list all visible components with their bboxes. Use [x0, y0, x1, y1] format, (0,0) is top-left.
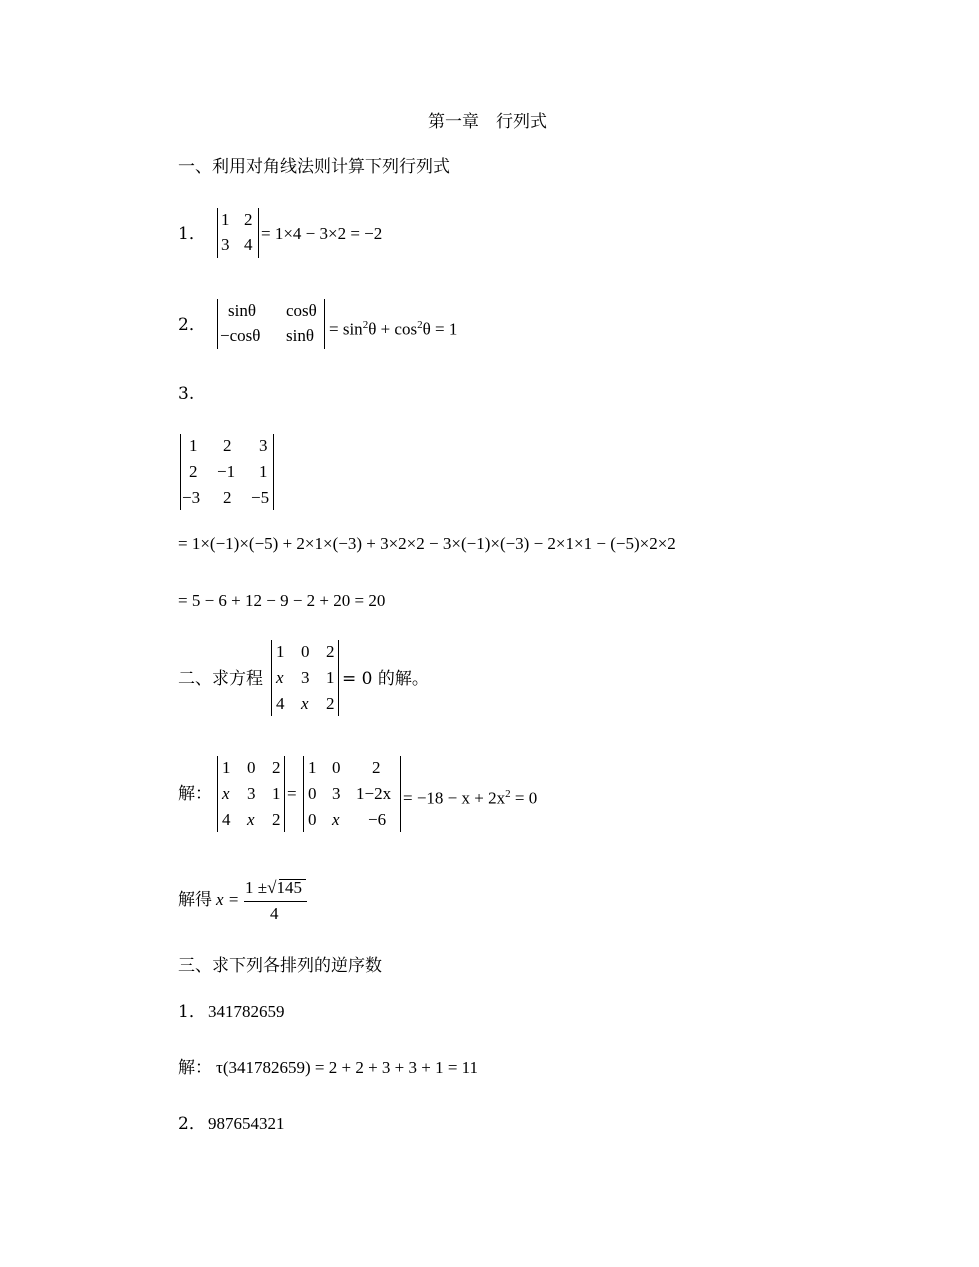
det-cell: 4: [244, 235, 253, 254]
fraction-denominator: 4: [270, 904, 279, 923]
det-cell: 2: [189, 462, 198, 481]
equation-tail: = 0 的解。: [342, 669, 429, 689]
det-cell: 3: [221, 235, 230, 254]
result-part: = sin: [329, 319, 363, 339]
problem-label: 2．: [178, 315, 206, 335]
expansion-line: = 1×(−1)×(−5) + 2×1×(−3) + 3×2×2 − 3×(−1)×(−3) − 2×1×1 − (−5)×2×2: [178, 534, 676, 553]
answer-variable: x =: [216, 890, 240, 909]
det-cell: cosθ: [286, 301, 317, 320]
determinant: [217, 208, 259, 258]
det-cell: 0: [301, 642, 310, 661]
det-cell: x: [301, 694, 309, 713]
det-cell: 2: [223, 488, 232, 507]
det-cell: 0: [308, 784, 317, 803]
det-cell: −6: [368, 810, 387, 829]
superscript: 2: [417, 319, 423, 331]
det-cell: 4: [276, 694, 285, 713]
det-cell: 0: [247, 758, 256, 777]
det-cell: 2: [326, 694, 335, 713]
sqrt-bar: [279, 879, 306, 880]
det-cell: 1−2x: [356, 784, 392, 803]
det-cell: 3: [332, 784, 341, 803]
det-cell: −5: [251, 488, 270, 507]
det-cell: 1: [272, 784, 281, 803]
det-cell: 1: [189, 436, 198, 455]
fraction-numerator: [245, 878, 302, 898]
det-cell: 3: [301, 668, 310, 687]
det-cell: 1: [259, 462, 268, 481]
det-cell: 3: [259, 436, 268, 455]
det-cell: 1: [326, 668, 335, 687]
solution-label: 解：: [178, 784, 212, 804]
result-part: θ = 1: [422, 319, 458, 339]
problem-label: 1．: [178, 1002, 206, 1022]
expansion-result: = 5 − 6 + 12 − 9 − 2 + 20 = 20: [178, 591, 386, 610]
result-part: = 0: [510, 788, 538, 808]
det-cell: 3: [247, 784, 256, 803]
det-cell: sinθ: [286, 326, 314, 345]
det-cell: 2: [326, 642, 335, 661]
det-cell: x: [222, 784, 230, 803]
det-cell: 2: [244, 210, 253, 229]
det-cell: x: [276, 668, 284, 687]
det-cell: 4: [222, 810, 231, 829]
det-cell: sinθ: [228, 301, 256, 320]
fraction-line: [244, 901, 307, 902]
det-cell: 1: [222, 758, 231, 777]
det-cell: 1: [308, 758, 317, 777]
solution-label: 解：: [178, 1058, 212, 1078]
det-cell: 2: [272, 810, 281, 829]
det-cell: 2: [372, 758, 381, 777]
permutation: 341782659: [208, 1002, 285, 1021]
det-cell: 2: [223, 436, 232, 455]
det-cell: 1: [221, 210, 230, 229]
det-cell: −cosθ: [220, 326, 261, 345]
det-cell: x: [332, 810, 340, 829]
problem-result: = 1×4 − 3×2 = −2: [261, 224, 383, 243]
det-cell: −1: [217, 462, 236, 481]
determinant: [217, 756, 285, 832]
det-cell: 2: [272, 758, 281, 777]
radicand: 145: [276, 878, 302, 897]
equals-sign: =: [287, 784, 297, 803]
problem-label: 3.: [178, 384, 195, 404]
sqrt-icon: √: [267, 878, 277, 897]
determinant: [180, 434, 274, 510]
det-cell: 0: [332, 758, 341, 777]
section-heading-3: 三、求下列各排列的逆序数: [178, 956, 382, 976]
numerator-part: 1 ±: [245, 878, 268, 897]
det-cell: 0: [308, 810, 317, 829]
determinant: [303, 756, 401, 832]
result-part: θ + cos: [368, 319, 418, 339]
problem-label: 1．: [178, 224, 206, 244]
determinant: [217, 299, 325, 349]
section-heading-2: 二、求方程: [178, 669, 263, 689]
problem-label: 2．: [178, 1114, 206, 1134]
answer-label: 解得: [178, 890, 212, 910]
det-cell: −3: [182, 488, 201, 507]
determinant: [271, 640, 339, 716]
permutation: 987654321: [208, 1114, 285, 1133]
superscript: 2: [362, 319, 369, 331]
inversion-count: τ(341782659) = 2 + 2 + 3 + 3 + 1 = 11: [216, 1058, 479, 1077]
section-heading-1: 一、利用对角线法则计算下列行列式: [178, 157, 450, 177]
page-title: 第一章 行列式: [428, 112, 547, 132]
solution-result: [403, 784, 537, 809]
det-cell: 1: [276, 642, 285, 661]
problem-result: [329, 315, 457, 340]
superscript: 2: [505, 788, 511, 800]
result-part: = −18 − x + 2x: [403, 788, 506, 808]
det-cell: x: [247, 810, 255, 829]
